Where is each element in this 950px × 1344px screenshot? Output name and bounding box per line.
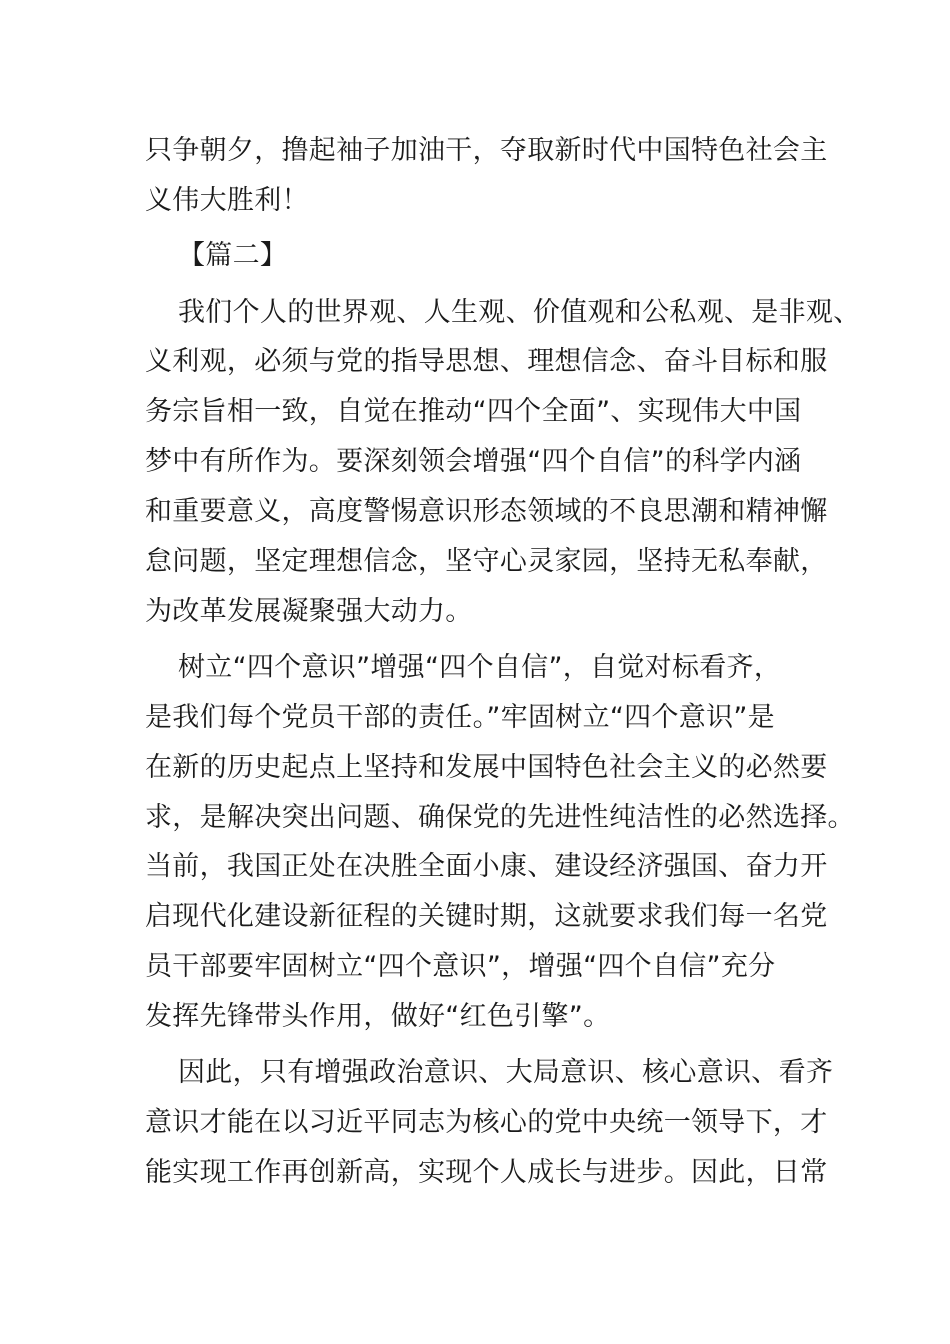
section-heading: 【篇二】	[178, 240, 288, 271]
text-line: 因此，只有增强政治意识、大局意识、核心意识、看齐	[178, 1057, 834, 1088]
text-line: 梦中有所作为。要深刻领会增强“四个自信”的科学内涵	[145, 446, 802, 477]
text-line: 义利观，必须与党的指导思想、理想信念、奋斗目标和服	[145, 346, 828, 377]
text-line: 当前，我国正处在决胜全面小康、建设经济强国、奋力开	[145, 851, 828, 882]
text-line: 是我们每个党员干部的责任。”牢固树立“四个意识”是	[145, 702, 775, 733]
text-line: 我们个人的世界观、人生观、价值观和公私观、是非观、	[178, 297, 861, 328]
text-line: 求，是解决突出问题、确保党的先进性纯洁性的必然选择。	[145, 802, 855, 833]
text-line: 为改革发展凝聚强大动力。	[145, 596, 473, 627]
text-line: 怠问题，坚定理想信念，坚守心灵家园，坚持无私奉献，	[145, 546, 828, 577]
text-line: 员干部要牢固树立“四个意识”，增强“四个自信”充分	[145, 951, 776, 982]
text-line: 能实现工作再创新高，实现个人成长与进步。因此，日常	[145, 1157, 828, 1188]
text-line: 务宗旨相一致，自觉在推动“四个全面”、实现伟大中国	[145, 396, 802, 427]
text-line: 树立“四个意识”增强“四个自信”，自觉对标看齐，	[178, 652, 782, 683]
text-line: 义伟大胜利！	[145, 185, 309, 216]
text-line: 发挥先锋带头作用，做好“红色引擎”。	[145, 1001, 611, 1032]
text-line: 意识才能在以习近平同志为核心的党中央统一领导下，才	[145, 1107, 828, 1138]
text-line: 只争朝夕，撸起袖子加油干，夺取新时代中国特色社会主	[145, 135, 828, 166]
text-line: 在新的历史起点上坚持和发展中国特色社会主义的必然要	[145, 752, 828, 783]
text-line: 和重要意义，高度警惕意识形态领域的不良思潮和精神懈	[145, 496, 828, 527]
text-line: 启现代化建设新征程的关键时期，这就要求我们每一名党	[145, 901, 828, 932]
